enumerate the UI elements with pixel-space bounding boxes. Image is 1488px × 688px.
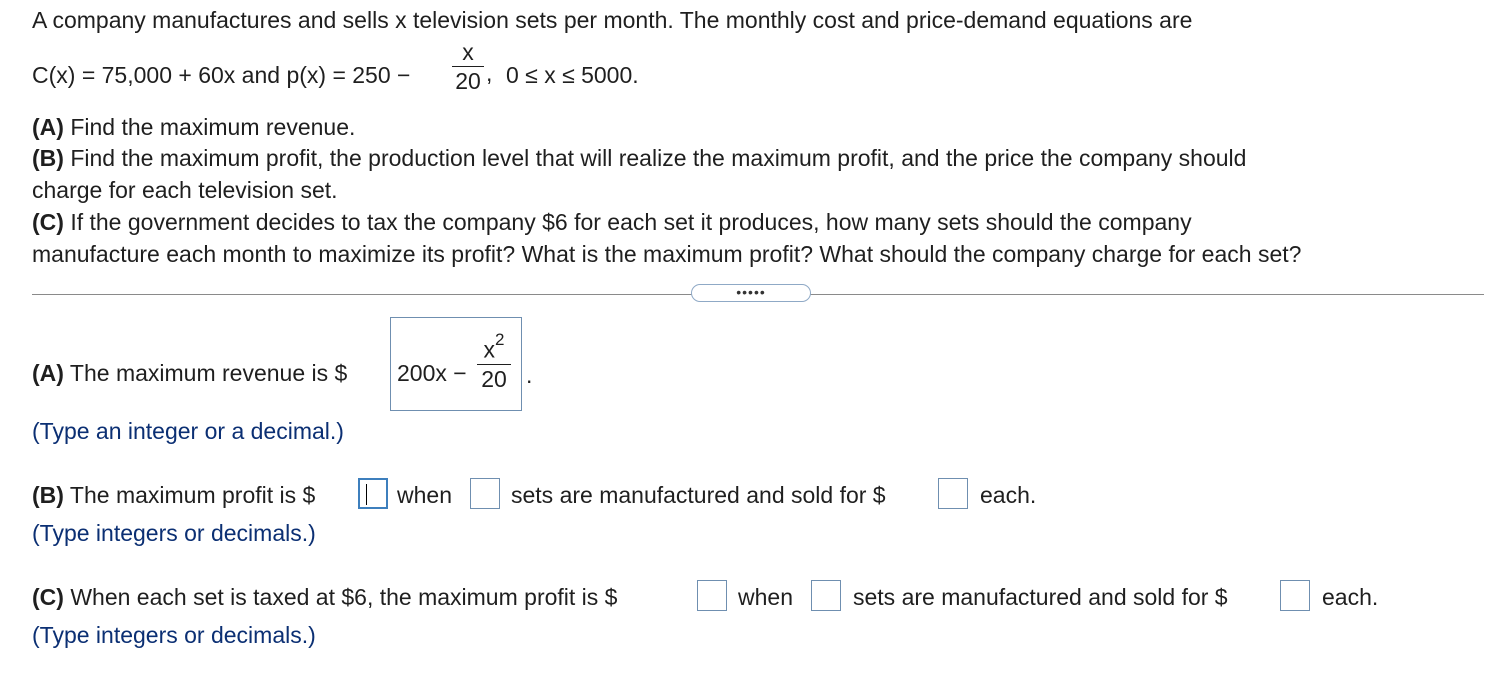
part-c-text-1: If the government decides to tax the company $6 for each set it produces, how many sets should the company xyxy=(70,209,1192,235)
answer-a-fraction-x: x xyxy=(483,336,496,363)
part-a-text: Find the maximum revenue. xyxy=(70,114,356,140)
text-caret xyxy=(366,484,367,505)
problem-line-1: A company manufactures and sells x television sets per month. The monthly cost and price-demand equations are xyxy=(32,7,1193,33)
answer-c-prompt xyxy=(32,584,617,611)
part-b-question-cont: charge for each television set. xyxy=(32,177,338,203)
answer-b-label: (B) xyxy=(32,482,64,508)
answer-b-prompt xyxy=(32,482,315,509)
answer-a-fraction xyxy=(477,332,511,391)
answer-b-price-input[interactable] xyxy=(938,478,968,509)
answer-b-max-profit-input[interactable] xyxy=(358,478,388,509)
answer-b-sets-input[interactable] xyxy=(470,478,500,509)
answer-c-text-2: when xyxy=(738,584,793,610)
answer-a-hint: (Type an integer or a decimal.) xyxy=(32,418,344,444)
domain-constraint: 0 ≤ x ≤ 5000. xyxy=(506,62,639,88)
answer-a-prompt xyxy=(32,360,347,387)
answer-c-price-input[interactable] xyxy=(1280,580,1310,611)
answer-c-text-1: When each set is taxed at $6, the maximum profit is $ xyxy=(70,584,618,610)
answer-b-text-2: when xyxy=(397,482,452,508)
part-c-label: (C) xyxy=(32,209,64,235)
answer-a-label: (A) xyxy=(32,360,64,386)
answer-a-value-main: 200x − xyxy=(397,360,467,386)
answer-b-text-4: each. xyxy=(980,482,1037,508)
answer-a-period: . xyxy=(526,362,533,388)
answer-c-max-profit-input[interactable] xyxy=(697,580,727,611)
answer-a-fraction-denominator: 20 xyxy=(481,365,507,392)
expand-more-button[interactable]: ••••• xyxy=(691,284,811,302)
part-c-question-cont: manufacture each month to maximize its profit? What is the maximum profit? What should the company charge for each set? xyxy=(32,241,1302,267)
price-fraction-bar xyxy=(452,66,484,67)
answer-a-input[interactable] xyxy=(390,317,522,411)
answer-a-fraction-exponent: 2 xyxy=(495,330,505,349)
part-b-text-1: Find the maximum profit, the production level that will realize the maximum profit, and the price the company should xyxy=(70,145,1247,171)
price-fraction-numerator: x xyxy=(462,39,474,65)
answer-c-text-4: each. xyxy=(1322,584,1379,610)
part-a-question xyxy=(32,114,355,141)
price-fraction-denominator: 20 xyxy=(455,68,481,94)
answer-b-hint: (Type integers or decimals.) xyxy=(32,520,316,546)
part-b-question xyxy=(32,145,1246,172)
part-c-question xyxy=(32,209,1192,236)
answer-c-hint: (Type integers or decimals.) xyxy=(32,622,316,648)
price-fraction xyxy=(452,40,484,93)
answer-b-text-3: sets are manufactured and sold for $ xyxy=(511,482,886,508)
answer-a-fraction-bar xyxy=(477,364,511,365)
fraction-comma: , xyxy=(486,60,493,86)
answer-c-sets-input[interactable] xyxy=(811,580,841,611)
answer-a-text: The maximum revenue is $ xyxy=(69,360,348,386)
cost-equation: C(x) = 75,000 + 60x and p(x) = 250 − xyxy=(32,62,411,88)
part-a-label: (A) xyxy=(32,114,64,140)
answer-a-fraction-numerator xyxy=(477,332,511,362)
part-b-label: (B) xyxy=(32,145,64,171)
answer-c-label: (C) xyxy=(32,584,64,610)
answer-c-text-3: sets are manufactured and sold for $ xyxy=(853,584,1228,610)
answer-b-text-1: The maximum profit is $ xyxy=(69,482,316,508)
